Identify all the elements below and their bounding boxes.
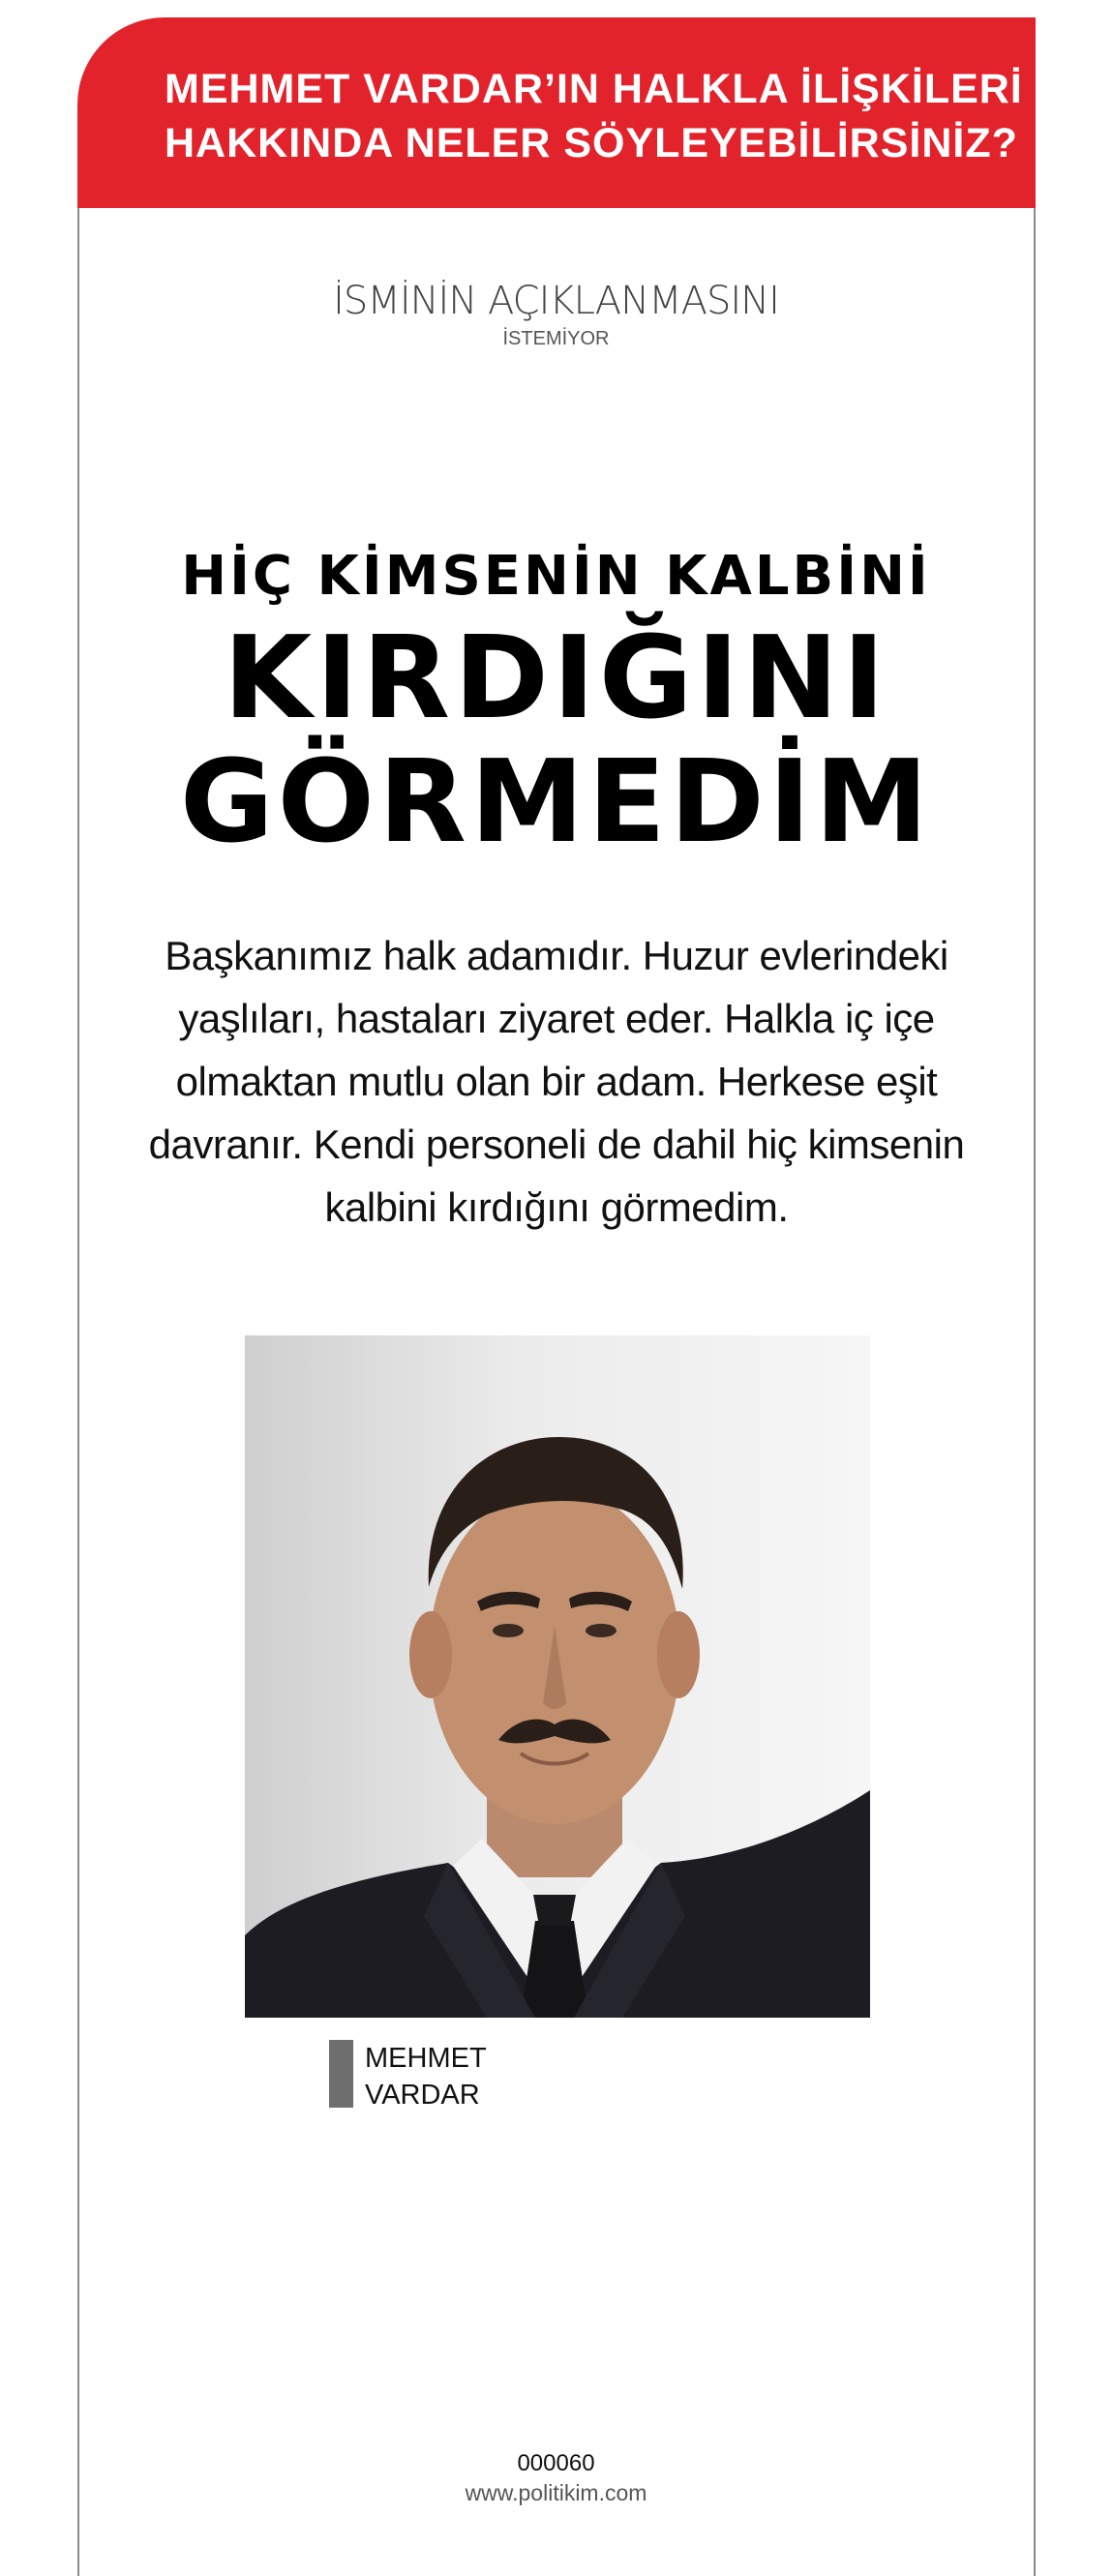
caption-name (365, 2040, 487, 2113)
page-footer (78, 2449, 1034, 2507)
caption-first-name: MEHMET (365, 2043, 487, 2074)
anonymous-source (78, 279, 1034, 350)
portrait-illustration (245, 1335, 870, 2018)
quote-line: Başkanımız halk adamıdır. Huzur evlerindeki (165, 933, 948, 978)
page-code: 000060 (517, 2450, 595, 2476)
right-border-rule (1034, 208, 1036, 2576)
headline (78, 538, 1034, 868)
question-banner (77, 17, 1036, 208)
source-name: İSMİNİN AÇIKLANMASINI (333, 279, 779, 323)
question-line-1: MEHMET VARDAR’IN HALKLA İLİŞKİLERİ (165, 66, 1023, 112)
headline-line-1: HİÇ KİMSENİN KALBİNİ (181, 545, 931, 608)
headline-line-3: GÖRMEDİM (179, 734, 933, 868)
caption-last-name: VARDAR (365, 2080, 480, 2111)
question-line-2: HAKKINDA NELER SÖYLEYEBİLİRSİNİZ? (165, 120, 1018, 166)
quote-body (135, 924, 978, 1239)
quote-line: kalbini kırdığını görmedim. (324, 1184, 789, 1230)
quote-line: yaşlıları, hastaları ziyaret eder. Halkla iç içe (178, 996, 935, 1041)
headline-line-2: KIRDIĞINI (223, 611, 889, 744)
caption-accent-bar (329, 2040, 353, 2108)
website-url: www.politikim.com (465, 2480, 647, 2505)
source-note: İSTEMİYOR (502, 328, 610, 349)
quote-line: olmaktan mutlu olan bir adam. Herkese eşit (175, 1059, 938, 1104)
quote-line: davranır. Kendi personeli de dahil hiç kimsenin (148, 1122, 965, 1167)
portrait-photo (245, 1335, 870, 2018)
